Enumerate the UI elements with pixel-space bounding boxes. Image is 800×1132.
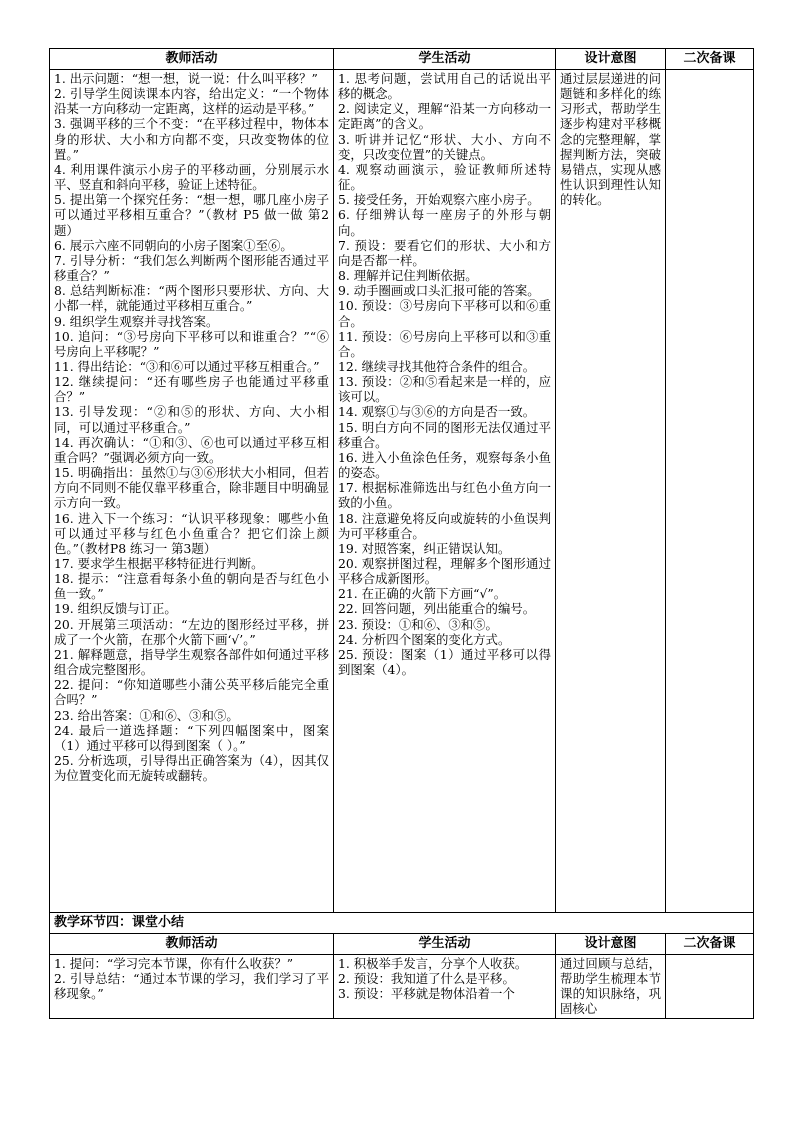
student-step: 18. 注意避免将反向或旋转的小鱼误判为可平移重合。 [338,510,551,541]
teacher-step: 12. 继续提问：“还有哪些房子也能通过平移重合？” [54,374,329,405]
student-step: 10. 预设：③号房向下平移可以和⑥重合。 [338,298,551,329]
student-step: 3. 预设：平移就是物体沿着一个 [338,986,515,1002]
student-step: 20. 观察拼图过程，理解多个图形通过平移合成新图形。 [338,556,551,587]
student-step: 24. 分析四个图案的变化方式。 [338,631,511,647]
student-step: 4. 观察动画演示，验证教师所述特征。 [338,161,551,193]
teacher-step: 17. 要求学生根据平移特征进行判断。 [54,556,264,571]
header-row [50,49,754,70]
teacher-step: 15. 明确指出：虽然①与③⑥形状大小相同，但若方向不同则不能仅靠平移重合，除非题目中明确显示方向一致。 [54,465,329,511]
header-second-prep: 二次备课 [666,49,754,70]
teacher-step: 2. 引导学生阅读课本内容，给出定义：“一个物体沿某一方向移动一定距离，这样的运动是平移。” [54,86,329,117]
second-prep-cell-2 [666,955,754,1019]
student-step: 23. 预设：①和⑥、③和⑤。 [338,616,498,632]
teacher-step: 19. 组织反馈与订正。 [54,601,177,617]
teacher-step: 25. 分析选项，引导得出正确答案为（4），因其仅为位置变化而无旋转或翻转。 [54,753,329,784]
teacher-step: 7. 引导分析：“我们怎么判断两个图形能否通过平移重合？” [54,252,329,284]
student-step: 9. 动手圈画或口头汇报可能的答案。 [338,283,540,299]
student-step: 21. 在正确的火箭下方画“√”。 [338,586,507,602]
student-step: 1. 思考问题，尝试用自己的话说出平移的概念。 [338,71,551,102]
activity-row-1 [50,70,754,913]
teacher-step: 1. 出示问题：“想一想，说一说：什么叫平移？” [54,71,318,86]
design-intent-text: 通过层层递进的问题链和多样化的练习形式，帮助学生逐步构建对平移概念的完整理解，掌握判断方法，突破易错点，实现从感性认识到理性认知的转化。 [560,71,661,208]
student-step: 12. 继续寻找其他符合条件的组合。 [338,358,536,374]
student-step: 6. 仔细辨认每一座房子的外形与朝向。 [338,207,551,238]
teacher-step: 24. 最后一道选择题：“下列四幅图案中，图案（1）通过平移可以得到图案（ ）。” [54,722,329,753]
student-step: 14. 观察①与③⑥的方向是否一致。 [338,404,536,420]
header-design-intent-2: 设计意图 [556,934,666,955]
student-step: 7. 预设：要看它们的形状、大小和方向是否都一样。 [338,237,551,268]
teacher-step: 21. 解释题意，指导学生观察各部件如何通过平移组合成完整图形。 [54,646,329,678]
teacher-step: 13. 引导发现：“②和⑤的形状、方向、大小相同，可以通过平移重合。” [54,404,329,435]
teacher-step: 4. 利用课件演示小房子的平移动画，分别展示水平、竖直和斜向平移，验证上述特征。 [54,161,329,193]
teacher-step: 1. 提问：“学习完本节课，你有什么收获？” [54,956,294,971]
student-step: 5. 接受任务，开始观察六座小房子。 [338,192,540,208]
design-intent-text-2: 通过回顾与总结，帮助学生梳理本节课的知识脉络，巩固核心 [560,956,661,1017]
header-second-prep-2: 二次备课 [666,934,754,955]
teacher-step: 22. 提问：“你知道哪些小蒲公英平移后能完全重合吗？” [54,677,329,708]
teacher-step: 23. 给出答案：①和⑥、③和⑤。 [54,707,239,723]
lesson-plan-table [49,48,754,1019]
student-step: 17. 根据标准筛选出与红色小鱼方向一致的小鱼。 [338,480,551,511]
header-teacher-activity: 教师活动 [50,49,334,70]
header-student-activity-2: 学生活动 [334,934,556,955]
student-step: 25. 预设：图案（1）通过平移可以得到图案（4）。 [338,646,551,678]
student-step: 1. 积极举手发言，分享个人收获。 [338,956,528,971]
header-teacher-activity-2: 教师活动 [50,934,334,955]
teacher-step: 14. 再次确认：“①和③、⑥也可以通过平移互相重合吗？”强调必须方向一致。 [54,434,329,465]
student-step: 8. 理解并记住判断依据。 [338,268,478,284]
teacher-activity-cell [50,70,334,913]
student-step: 2. 预设：我知道了什么是平移。 [338,971,515,987]
teacher-step: 11. 得出结论：“③和⑥可以通过平移互相重合。” [54,358,320,374]
teacher-step: 5. 提出第一个探究任务：“想一想，哪几座小房子可以通过平移相互重合？”（教材 P5 做一做 第2题） [54,192,329,238]
teacher-step: 18. 提示：“注意看每条小鱼的朝向是否与红色小鱼一致。” [54,571,329,602]
student-step: 11. 预设：⑥号房向上平移可以和③重合。 [338,328,551,359]
section-row [50,913,754,934]
student-step: 3. 听讲并记忆“形状、大小、方向不变，只改变位置”的关键点。 [338,131,551,162]
student-activity-cell [334,70,556,913]
student-step: 16. 进入小鱼涂色任务，观察每条小鱼的姿态。 [338,449,551,481]
student-step: 19. 对照答案，纠正错误认知。 [338,540,511,556]
teacher-step: 8. 总结判断标准：“两个图形只要形状、方向、大小都一样，就能通过平移相互重合。” [54,283,329,314]
student-step: 22. 回答问题，列出能重合的编号。 [338,601,536,617]
design-intent-cell [556,70,666,913]
teacher-step: 2. 引导总结：“通过本节课的学习，我们学习了平移现象。” [54,971,329,1002]
header-student-activity: 学生活动 [334,49,556,70]
activity-row-2 [50,955,754,1019]
second-prep-cell [666,70,754,913]
teacher-step: 9. 组织学生观察并寻找答案。 [54,313,219,329]
section-title: 教学环节四：课堂小结 [50,913,754,934]
teacher-step: 10. 追问：“③号房向下平移可以和谁重合？”“⑥号房向上平移呢？” [54,328,329,359]
design-intent-cell-2 [556,955,666,1019]
teacher-step: 16. 进入下一个练习：“认识平移现象：哪些小鱼可以通过平移与红色小鱼重合？把它们涂上颜色。”（教材P8 练习一 第3题） [54,510,329,556]
header-row-2 [50,934,754,955]
student-step: 2. 阅读定义，理解“沿某一方向移动一定距离”的含义。 [338,101,551,132]
student-step: 15. 明白方向不同的图形无法仅通过平移重合。 [338,419,551,450]
teacher-step: 3. 强调平移的三个不变：“在平移过程中，物体本身的形状、大小和方向都不变，只改变物体的位置。” [54,116,329,162]
teacher-step: 6. 展示六座不同朝向的小房子图案①至⑥。 [54,237,293,253]
header-design-intent: 设计意图 [556,49,666,70]
student-step: 13. 预设：②和⑤看起来是一样的，应该可以。 [338,374,551,405]
teacher-step: 20. 开展第三项活动：“左边的图形经过平移，拼成了一个火箭，在那个火箭下画‘√’。” [54,616,329,647]
student-activity-cell-2 [334,955,556,1019]
teacher-activity-cell-2 [50,955,334,1019]
